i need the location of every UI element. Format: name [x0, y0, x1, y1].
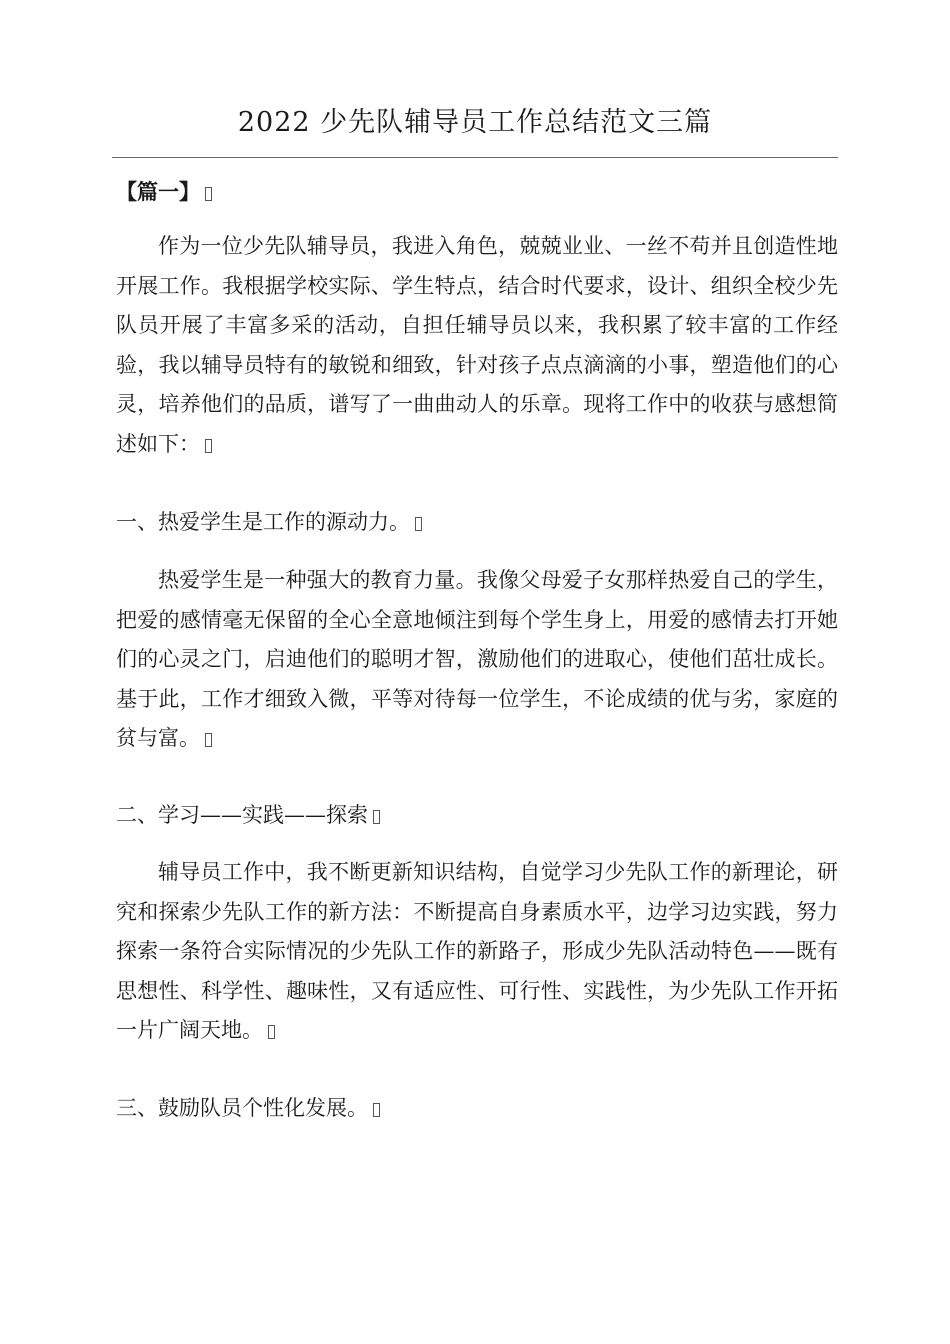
heading-2-block	[116, 796, 838, 836]
body-1-paragraph: 热爱学生是一种强大的教育力量。我像父母爱子女那样热爱自己的学生，把爱的感情毫无保留的全心全意地倾注到每个学生身上，用爱的感情去打开她们的心灵之门，启迪他们的聪明才智，激励他们的进取心，使他们茁壮成长。基于此，工作才细致入微，平等对待每一位学生，不论成绩的优与劣，家庭的贫与富。	[116, 568, 838, 750]
paragraph-mark-icon	[373, 810, 380, 824]
paragraph-mark-icon	[205, 187, 212, 201]
paragraph-mark-icon	[268, 1025, 275, 1039]
section-label-block	[116, 172, 838, 212]
heading-3-block	[116, 1089, 838, 1129]
heading-1: 一、热爱学生是工作的源动力。	[116, 510, 410, 534]
heading-3: 三、鼓励队员个性化发展。	[116, 1096, 368, 1120]
heading-2: 二、学习——实践——探索	[116, 803, 368, 827]
paragraph-mark-icon	[205, 733, 212, 747]
paragraph-mark-icon	[205, 439, 212, 453]
paragraph-mark-icon	[373, 1103, 380, 1117]
document-title: 2022 少先队辅导员工作总结范文三篇	[237, 107, 713, 138]
section-label: 【篇一】	[116, 179, 200, 204]
intro-paragraph-block	[116, 227, 838, 464]
heading-1-block	[116, 503, 838, 543]
title-divider	[112, 157, 838, 158]
body-1-block	[116, 561, 838, 759]
paragraph-mark-icon	[415, 517, 422, 531]
intro-paragraph: 作为一位少先队辅导员，我进入角色，兢兢业业、一丝不苟并且创造性地开展工作。我根据学校实际、学生特点，结合时代要求，设计、组织全校少先队员开展了丰富多采的活动，自担任辅导员以来，我积累了较丰富的工作经验，我以辅导员特有的敏锐和细致，针对孩子点点滴滴的小事，塑造他们的心灵，培养他们的品质，谱写了一曲曲动人的乐章。现将工作中的收获与感想简述如下：	[116, 234, 838, 456]
body-2-paragraph: 辅导员工作中，我不断更新知识结构，自觉学习少先队工作的新理论，研究和探索少先队工作的新方法：不断提高自身素质水平，边学习边实践，努力探索一条符合实际情况的少先队工作的新路子，形成少先队活动特色——既有思想性、科学性、趣味性，又有适应性、可行性、实践性，为少先队工作开拓一片广阔天地。	[116, 860, 838, 1042]
body-2-block	[116, 853, 838, 1051]
